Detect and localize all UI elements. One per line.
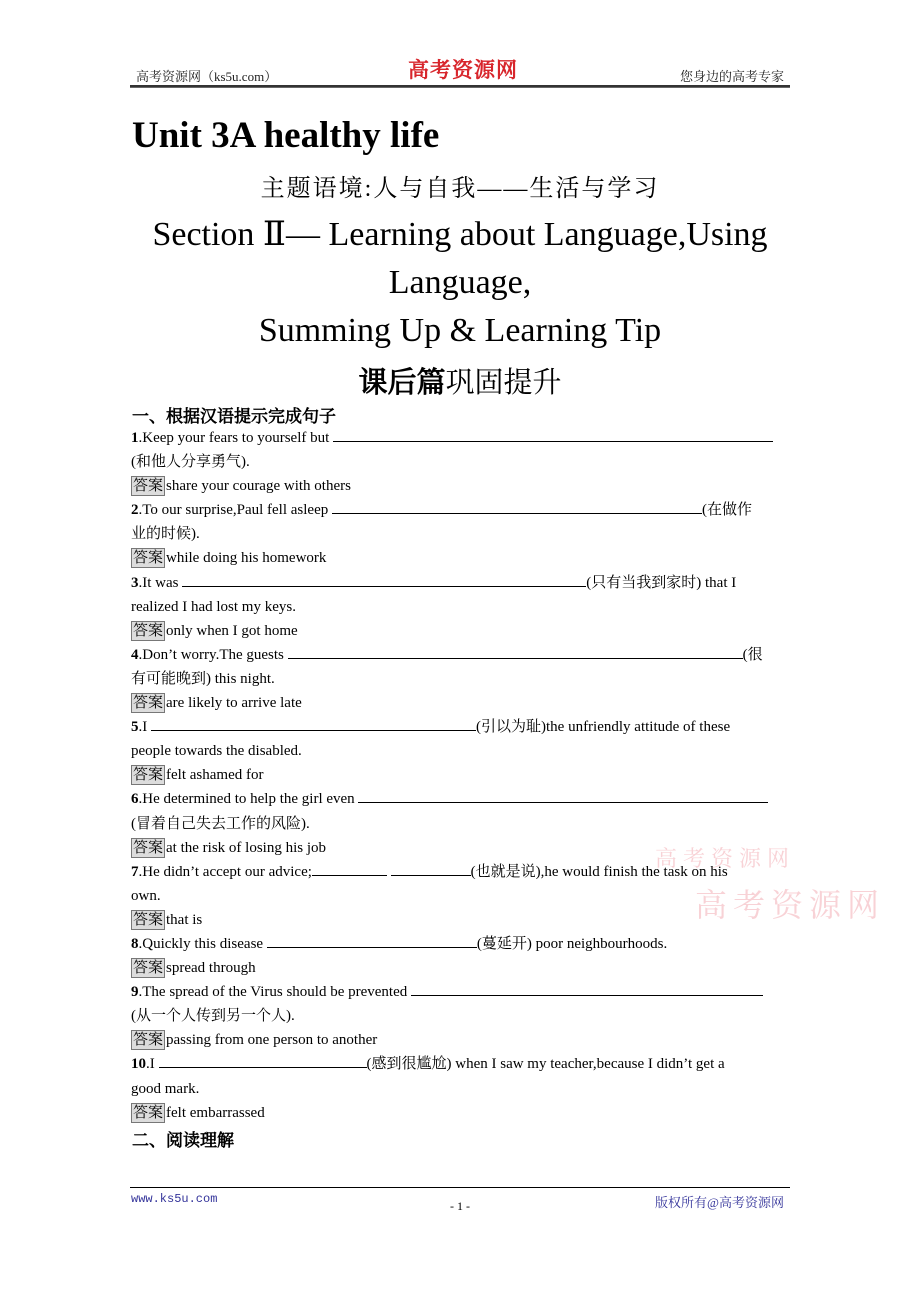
answer-tag: 答案 [133,960,164,977]
header-divider [130,85,790,88]
answer-tag: 答案 [133,695,164,712]
answer-2: 答案 while doing his homework [133,550,327,567]
answer-8: 答案 spread through [133,960,256,977]
practice-title-bold: 课后篇 [358,367,446,399]
question-4: 4.Don’t worry.The guests (很 [131,643,791,667]
answer-7: 答案 that is [133,911,203,928]
answer-blank[interactable] [267,933,477,948]
answer-6: 答案 at the risk of losing his job [133,839,327,856]
question-2: 2.To our surprise,Paul fell asleep (在做作 [131,498,791,522]
answer-blank[interactable] [333,427,773,442]
practice-title [0,360,920,401]
exercise-list: 1.Keep your fears to yourself but (和他人分享勇气). 答案 share your courage with others 2.To our surprise,Paul fell asleep (在做作 业的时候). 答案 while doing his homework 3.It was (只有当我到家时) that I realized I had lost my keys. 答案 only when I got home 4.Don’t worry.The guests (很 有可能晚到) this night. 答案 are likely to arrive late 5.I (引以为耻)the unfriendly attitude of these people towards the disabled. 答案 felt ashamed for 6.He determined to help the girl even (冒着自己失去工作的风险). 答案 at the risk of losing his job 7.He didn’t accept our advice; (也就是说),he would finish the task on his own. 答案 that is 8.Quickly this disease (蔓延开) poor neighbourhoods. 答案 spread through 9.The spread of the Virus should be prevented (从一个人传到另一个人). 答案 passing from one person to another 10.I (感到很尴尬) when I saw my teacher,because I didn’t get a good mark. 答案 felt embarrassed [131,426,791,1125]
watermark: 高考资源网 [655,846,796,871]
part1-heading: 一、根据汉语提示完成句子 [132,407,336,427]
answer-tag: 答案 [133,1104,164,1121]
answer-tag: 答案 [133,550,164,567]
answer-blank[interactable] [288,644,743,659]
header-site-name: 高考资源网（ks5u.com） [136,69,278,84]
section-title-line-1: Section Ⅱ— Learning about Language,Using [152,216,768,253]
answer-blank[interactable] [358,788,768,803]
answer-4: 答案 are likely to arrive late [133,695,302,712]
answer-1: 答案 share your courage with others [133,478,351,495]
header-slogan: 您身边的高考专家 [679,69,784,84]
answer-tag: 答案 [133,911,164,928]
practice-title-rest: 巩固提升 [445,367,562,399]
answer-tag: 答案 [133,767,164,784]
answer-tag: 答案 [133,839,164,856]
answer-blank[interactable] [182,572,586,587]
question-1: 1.Keep your fears to yourself but [131,426,791,450]
answer-blank[interactable] [159,1053,367,1068]
question-9: 9.The spread of the Virus should be prevented [131,980,791,1004]
question-10: 10.I (感到很尴尬) when I saw my teacher,because I didn’t get a [131,1052,791,1076]
footer-site-link[interactable]: www.ks5u.com [131,1192,218,1206]
answer-blank[interactable] [312,861,387,876]
answer-5: 答案 felt ashamed for [133,767,264,784]
question-8: 8.Quickly this disease (蔓延开) poor neighbourhoods. [131,932,791,956]
answer-blank[interactable] [332,499,702,514]
answer-3: 答案 only when I got home [133,622,298,639]
footer-copyright: 版权所有@高考资源网 [655,1195,784,1210]
section-title-line-3: Summing Up & Learning Tip [258,312,662,349]
answer-tag: 答案 [133,1032,164,1049]
answer-blank[interactable] [151,716,476,731]
question-5: 5.I (引以为耻)the unfriendly attitude of these [131,715,791,739]
answer-10: 答案 felt embarrassed [133,1104,265,1121]
theme-subtitle: 主题语境:人与自我——生活与学习 [260,176,660,202]
answer-9: 答案 passing from one person to another [133,1032,378,1049]
header-logo: 高考资源网 [408,58,518,82]
answer-tag: 答案 [133,478,164,495]
question-3: 3.It was (只有当我到家时) that I [131,571,791,595]
part2-heading: 二、阅读理解 [132,1131,234,1151]
question-7: 7.He didn’t accept our advice; (也就是说),he would finish the task on his [131,860,791,884]
unit-title: Unit 3A healthy life [132,115,440,156]
watermark: 高考资源网 [695,887,886,923]
section-title-line-2: Language, [388,264,532,301]
footer-divider [130,1187,790,1188]
page-number: - 1 - [450,1199,470,1213]
answer-blank[interactable] [391,861,471,876]
answer-blank[interactable] [411,981,763,996]
question-6: 6.He determined to help the girl even [131,787,791,811]
section-title [130,211,790,355]
answer-tag: 答案 [133,622,164,639]
